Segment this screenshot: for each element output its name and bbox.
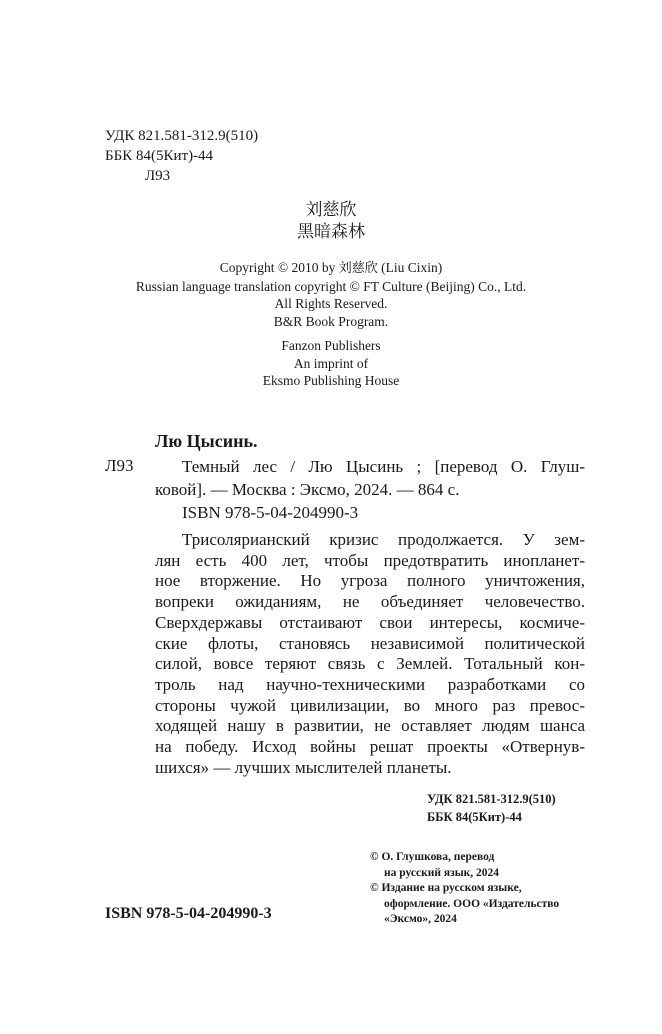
annotation-line: на победу. Исход войны решат проекты «Отвернув-: [155, 737, 585, 757]
edition-rights-cont: оформление. ООО «Издательство: [384, 897, 560, 910]
copyright-line: Copyright © 2010 by 刘慈欣 (Liu Cixin): [219, 260, 443, 276]
author-mark: Л93: [145, 168, 171, 184]
imprint-house: Eksmo Publishing House: [262, 373, 400, 388]
rights-reserved: All Rights Reserved.: [274, 296, 388, 311]
isbn-bottom: ISBN 978-5-04-204990-3: [105, 905, 272, 922]
edition-rights: © Издание на русском языке,: [370, 882, 522, 894]
annotation-line: ские флоты, становясь независимой политической: [155, 633, 585, 653]
chinese-title: 黑暗森林: [297, 222, 365, 242]
translation-copyright: Russian language translation copyright © FT Culture (Beijing) Co., Ltd.: [135, 278, 527, 294]
imprint-block: [0, 337, 662, 390]
translation-rights-cont: на русский язык, 2024: [384, 866, 500, 879]
chinese-titles: [0, 199, 662, 243]
reference-line: ковой]. — Москва : Эксмо, 2024. — 864 с.: [155, 480, 460, 499]
annotation-line: ходящей нашу в развитии, не оставляет людям шанса: [155, 716, 585, 736]
record-code: Л93: [105, 456, 134, 475]
udk-code: УДК 821.581-312.9(510): [105, 128, 259, 144]
annotation-line: троль над научно-техническими разработками со: [155, 674, 585, 694]
annotation-line: силой, вовсе теряют связь с Землей. Тотальный кон-: [155, 654, 585, 674]
imprint-of: An imprint of: [293, 355, 369, 371]
bbk-code-bottom: ББК 84(5Кит)-44: [427, 810, 522, 824]
annotation: [155, 530, 585, 778]
top-classification: [105, 126, 258, 186]
rights-block: [370, 850, 559, 928]
udk-code-bottom: УДК 821.581-312.9(510): [427, 792, 556, 806]
annotation-line: Трисоляриaнский кризис продолжается. У зем-: [182, 530, 585, 549]
program-line: B&R Book Program.: [273, 313, 389, 329]
translation-rights: © О. Глушкова, перевод: [370, 851, 495, 863]
annotation-line: стороны чужой цивилизации, во много раз превос-: [155, 695, 585, 715]
annotation-line: Сверхдержавы отстаивают свои интересы, космиче-: [155, 612, 585, 632]
bottom-classification: [427, 790, 556, 826]
imprint-publisher: Fanzon Publishers: [281, 338, 381, 353]
record-reference: [155, 455, 585, 501]
reference-line: Темный лес / Лю Цысинь ; [перевод О. Глуш-: [182, 457, 585, 476]
record-author: Лю Цысинь.: [155, 431, 258, 451]
record-isbn: ISBN 978-5-04-204990-3: [182, 503, 359, 522]
edition-rights-cont: «Эксмо», 2024: [384, 913, 457, 925]
annotation-line: лян есть 400 лет, чтобы предотвратить инопланет-: [155, 550, 585, 570]
copyright-block: [0, 259, 662, 330]
annotation-line: шихся» — лучших мыслителей планеты.: [155, 757, 452, 777]
annotation-line: вопреки ожиданиям, не объединяет человечество.: [155, 592, 585, 612]
annotation-line: ное вторжение. Но угроза полного уничтожения,: [155, 571, 585, 591]
chinese-author: 刘慈欣: [305, 200, 357, 220]
bbk-code: ББК 84(5Кит)-44: [105, 148, 214, 164]
